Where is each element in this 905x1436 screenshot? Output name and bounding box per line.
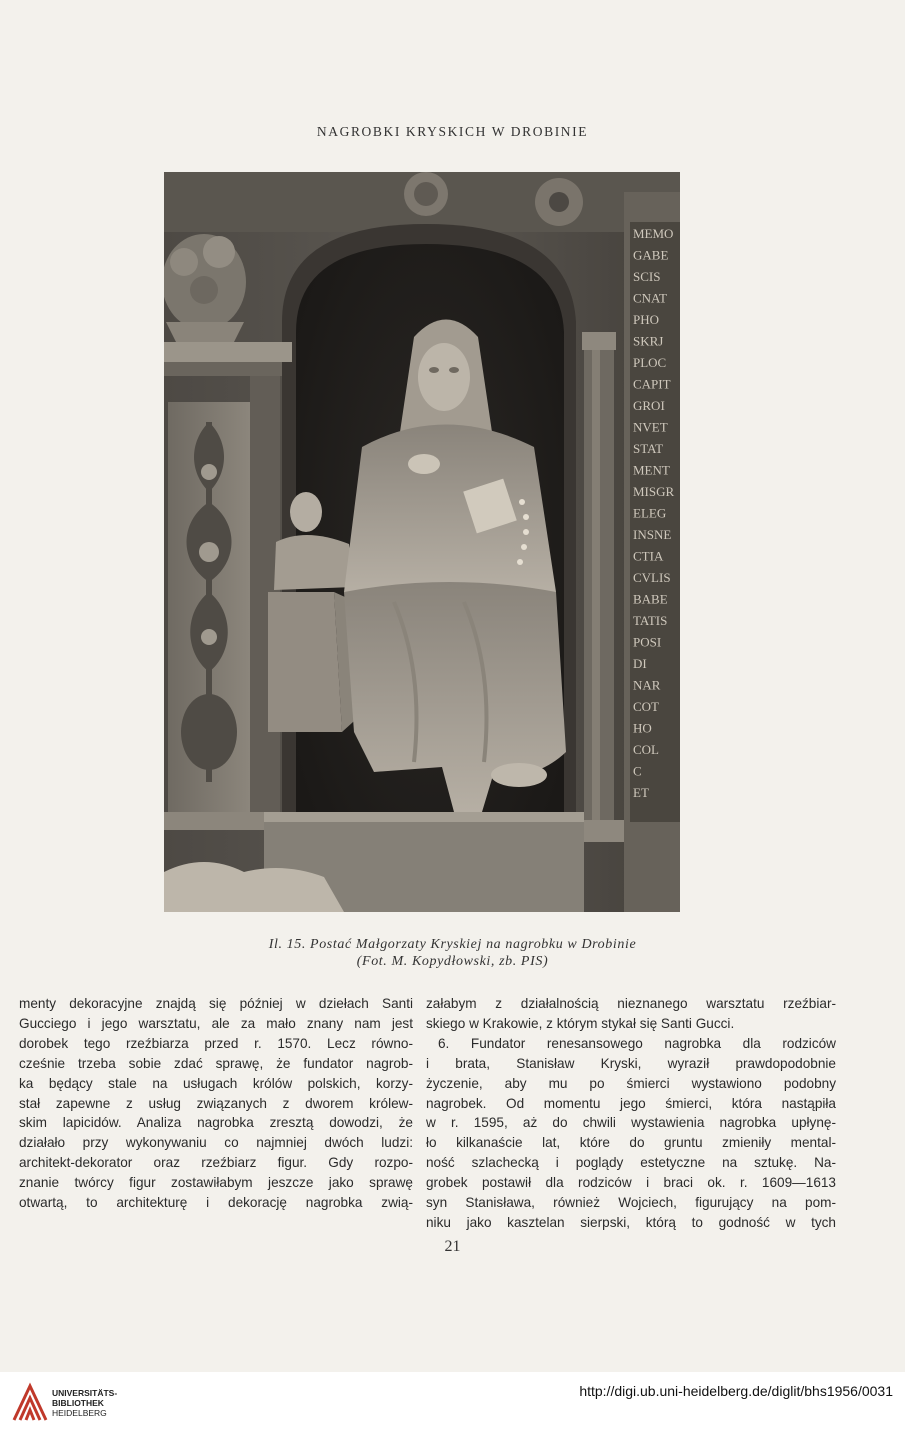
text-line: Gucciego i jego warsztatu, ale za mało znany nam jest [19,1015,413,1031]
inscription-line: MEMO [633,226,674,241]
text-line: stał zapewne z usług związanych z dworem królew- [19,1095,413,1111]
library-line-1: UNIVERSITÄTS- [52,1388,118,1398]
footer-bar [0,1372,905,1436]
text-line: ka będący stale na usługach królów polskich, korzy- [19,1075,413,1091]
inscription-line: BABE [633,591,668,607]
inscription-line: TATIS [633,613,668,628]
text-line: i brata, Stanisław Kryski, wyraził prawdopodobnie [426,1055,836,1071]
text-line: syn Stanisława, również Wojciech, figurujący na pom- [426,1195,836,1211]
right-text-column [426,994,836,1233]
left-text-column [19,994,413,1213]
inscription-line: PLOC [633,355,667,370]
inscription-line: HO [633,720,652,736]
inscription-line: C [633,763,642,779]
inscription-line: SCIS [633,269,661,284]
text-line: otwartą, to architekturę i dekorację nagrobka zwią- [19,1195,413,1211]
text-line: skiego w Krakowie, z którym stykał się Santi Gucci. [426,1015,735,1031]
text-line: niku jako kasztelan sierpski, którą to godność w tych [426,1214,836,1230]
library-line-2: BIBLIOTHEK [52,1398,104,1408]
caption-credit: (Fot. M. Kopydłowski, zb. PIS) [356,954,549,969]
inscription-line: NVET [633,419,668,435]
inscription-line: CAPIT [633,376,671,392]
library-logo-icon [10,1380,50,1424]
inscription-line: DI [633,656,647,671]
text-line: cześnie trzeba sobie zdać sprawę, że fundator nagrob- [19,1055,413,1071]
text-line: działało przy wykonywaniu co najmniej dwóch ludzi: [19,1135,413,1151]
library-line-3: HEIDELBERG [52,1408,107,1418]
caption-title: Il. 15. Postać Małgorzaty Kryskiej na nagrobku w Drobinie [268,937,637,952]
inscription-line: INSNE [633,527,672,542]
inscription-line: MISGR [633,484,675,499]
inscription-line: PHO [633,312,660,327]
inscription-line: STAT [633,441,664,456]
text-line: załabym z działalnością nieznanego warsztatu rzeźbiar- [426,996,836,1011]
inscription-line: GABE [633,247,669,263]
source-url-link[interactable]: http://digi.ub.uni-heidelberg.de/diglit/bhs1956/0031 [579,1383,893,1399]
inscription-line: COL [633,742,659,757]
page-number: 21 [444,1238,461,1255]
inscription-line: CNAT [633,290,667,306]
text-line: w r. 1595, aż do chwili wystawienia nagrobka upłynę- [426,1115,836,1131]
inscription-line: GROI [633,398,665,413]
inscription-line: MENT [633,462,670,478]
text-line: ło kilkanaście lat, które do gruntu zmieniły mental- [426,1135,836,1151]
inscription-line: NAR [633,677,661,693]
inscription-line: ELEG [633,505,667,521]
text-line: znanie twórcy figur zostawiłabym jeszcze jako sprawę [19,1175,413,1191]
text-line: architekt-dekorator oraz rzeźbiarz figur. Gdy rozpo- [19,1155,413,1171]
text-line: 6. Fundator renesansowego nagrobka dla rodziców [438,1035,836,1051]
figure-caption [150,936,755,970]
text-line: grobek postawił dla rodziców i braci ok. r. 1609—1613 [426,1175,836,1191]
text-line: dorobek tego rzeźbiarza przed r. 1570. Lecz równo- [19,1035,413,1051]
text-line: życzenie, aby mu po śmierci wystawiono podobny [426,1075,836,1091]
library-name [52,1388,117,1418]
inscription-line: CVLIS [633,570,671,585]
inscription-line: SKRJ [633,333,664,349]
text-line: ność szlachecką i poglądy estetyczne na sztukę. Na- [426,1155,836,1171]
text-line: nagrobek. Od momentu jego śmierci, która nastąpiła [426,1095,836,1111]
inscription-line: POSI [633,634,662,650]
sculpture-illustration [164,172,680,912]
text-line: menty dekoracyjne znajdą się później w dziełach Santi [19,996,413,1011]
inscription-line: CTIA [633,548,664,564]
running-head: NAGROBKI KRYSKICH W DROBINIE [316,124,589,139]
text-line: skim lapicidów. Analiza nagrobka zresztą dowodzi, że [19,1115,413,1131]
tomb-photograph [164,172,680,912]
inscription-line: COT [633,699,659,714]
inscription-line: ET [633,785,649,800]
